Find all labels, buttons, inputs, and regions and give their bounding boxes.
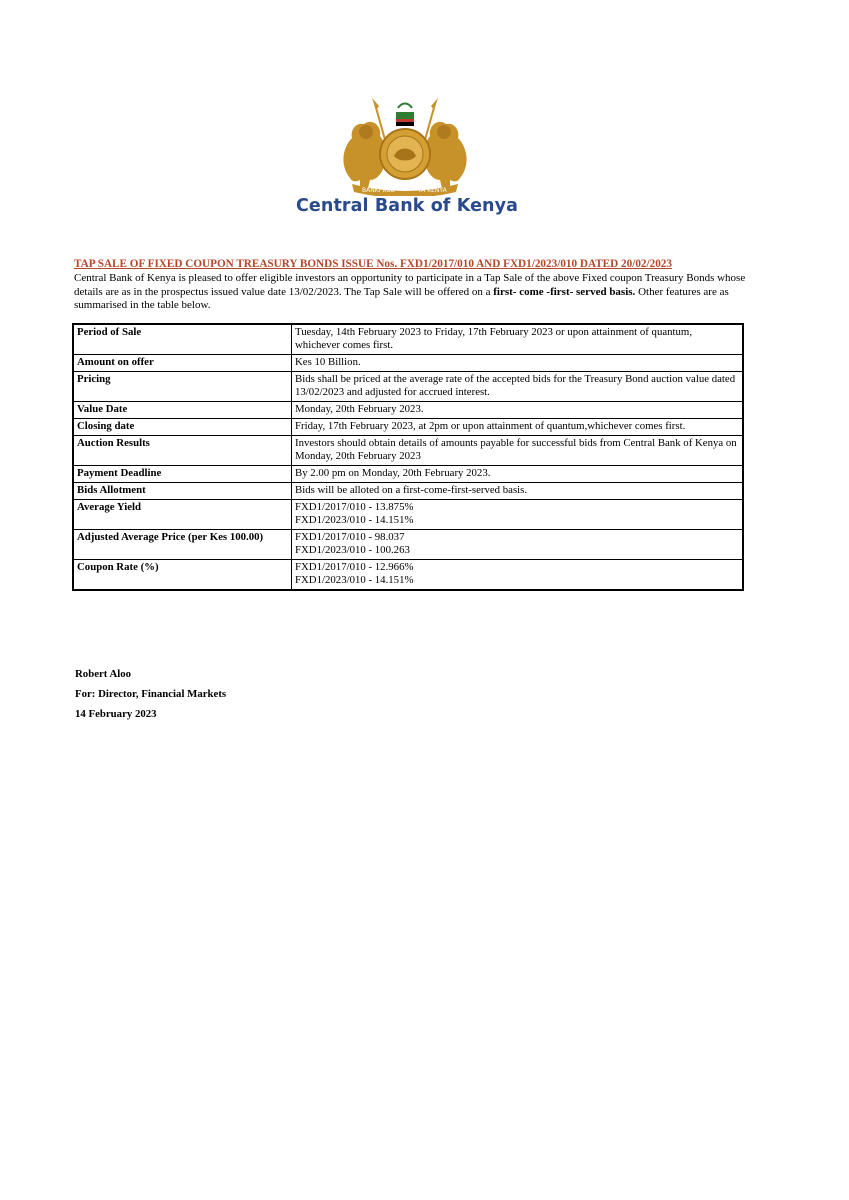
table-row	[73, 436, 743, 466]
row-value-line: Tuesday, 14th February 2023 to Friday, 17th February 2023 or upon attainment of quantum, whichever comes first.	[295, 326, 693, 351]
row-value-line: FXD1/2023/010 - 100.263	[295, 544, 410, 556]
row-value	[292, 372, 744, 402]
row-label: Closing date	[73, 419, 292, 436]
row-value	[292, 402, 744, 419]
intro-paragraph	[74, 272, 754, 313]
row-value-line: Monday, 20th February 2023.	[295, 403, 424, 415]
row-value-line: Investors should obtain details of amounts payable for successful bids from Central Bank of Kenya on Monday, 20th February 2023	[295, 437, 737, 462]
row-value-line: By 2.00 pm on Monday, 20th February 2023.	[295, 467, 491, 479]
table-row	[73, 324, 743, 355]
table-row	[73, 419, 743, 436]
document-title: TAP SALE OF FIXED COUPON TREASURY BONDS ISSUE Nos. FXD1/2017/010 AND FXD1/2023/010 DATED 20/02/2023	[74, 258, 672, 270]
row-label: Period of Sale	[73, 324, 292, 355]
motto-left: BANKI KUU	[362, 187, 395, 194]
intro-text-start: Central Bank of Kenya is pleased to offer eligible investors an opportunity to participate in a Tap Sale of the above Fixed coupon Treasury Bonds whose details are as in the prospectus issued value date 13/02/2023. The Tap Sale will be offered on a	[74, 272, 746, 298]
table-row	[73, 372, 743, 402]
row-value	[292, 355, 744, 372]
table-row	[73, 402, 743, 419]
row-label: Average Yield	[73, 500, 292, 530]
row-value	[292, 419, 744, 436]
signature-block	[75, 664, 226, 724]
row-label: Payment Deadline	[73, 466, 292, 483]
table-row	[73, 500, 743, 530]
bond-terms-table	[72, 323, 744, 591]
row-label: Auction Results	[73, 436, 292, 466]
row-value-line: FXD1/2023/010 - 14.151%	[295, 574, 414, 586]
bond-terms-body	[73, 324, 743, 590]
row-value-line: FXD1/2023/010 - 14.151%	[295, 514, 414, 526]
row-value	[292, 530, 744, 560]
central-bank-logo	[280, 96, 530, 226]
row-value-line: Kes 10 Billion.	[295, 356, 361, 368]
table-row	[73, 466, 743, 483]
row-value	[292, 466, 744, 483]
row-label: Value Date	[73, 402, 292, 419]
row-value	[292, 500, 744, 530]
table-row	[73, 355, 743, 372]
intro-bold-text: first- come -first- served basis.	[493, 285, 636, 298]
row-label: Pricing	[73, 372, 292, 402]
intro-text-end: Other features are as summarised in the table below.	[74, 285, 729, 311]
coat-of-arms-icon	[332, 96, 478, 196]
table-row	[73, 560, 743, 591]
row-value	[292, 324, 744, 355]
signature-date: 14 February 2023	[75, 708, 157, 720]
table-row	[73, 530, 743, 560]
table-row	[73, 483, 743, 500]
row-value-line: Bids shall be priced at the average rate of the accepted bids for the Treasury Bond auction value dated 13/02/2023 and adjusted for accrued interest.	[295, 373, 736, 398]
row-value-line: Bids will be alloted on a first-come-first-served basis.	[295, 484, 528, 496]
signatory-position: For: Director, Financial Markets	[75, 688, 227, 700]
row-label: Coupon Rate (%)	[73, 560, 292, 591]
row-value	[292, 436, 744, 466]
bank-name: Central Bank of Kenya	[295, 196, 519, 216]
signatory-name: Robert Aloo	[75, 668, 132, 680]
row-value-line: FXD1/2017/010 - 13.875%	[295, 501, 414, 513]
row-value	[292, 560, 744, 591]
row-label: Bids Allotment	[73, 483, 292, 500]
row-value-line: FXD1/2017/010 - 98.037	[295, 531, 405, 543]
row-label: Adjusted Average Price (per Kes 100.00)	[73, 530, 292, 560]
row-label: Amount on offer	[73, 355, 292, 372]
row-value	[292, 483, 744, 500]
motto-right: YA KENYA	[418, 187, 447, 194]
row-value-line: Friday, 17th February 2023, at 2pm or upon attainment of quantum,whichever comes first.	[295, 420, 686, 432]
row-value-line: FXD1/2017/010 - 12.966%	[295, 561, 414, 573]
